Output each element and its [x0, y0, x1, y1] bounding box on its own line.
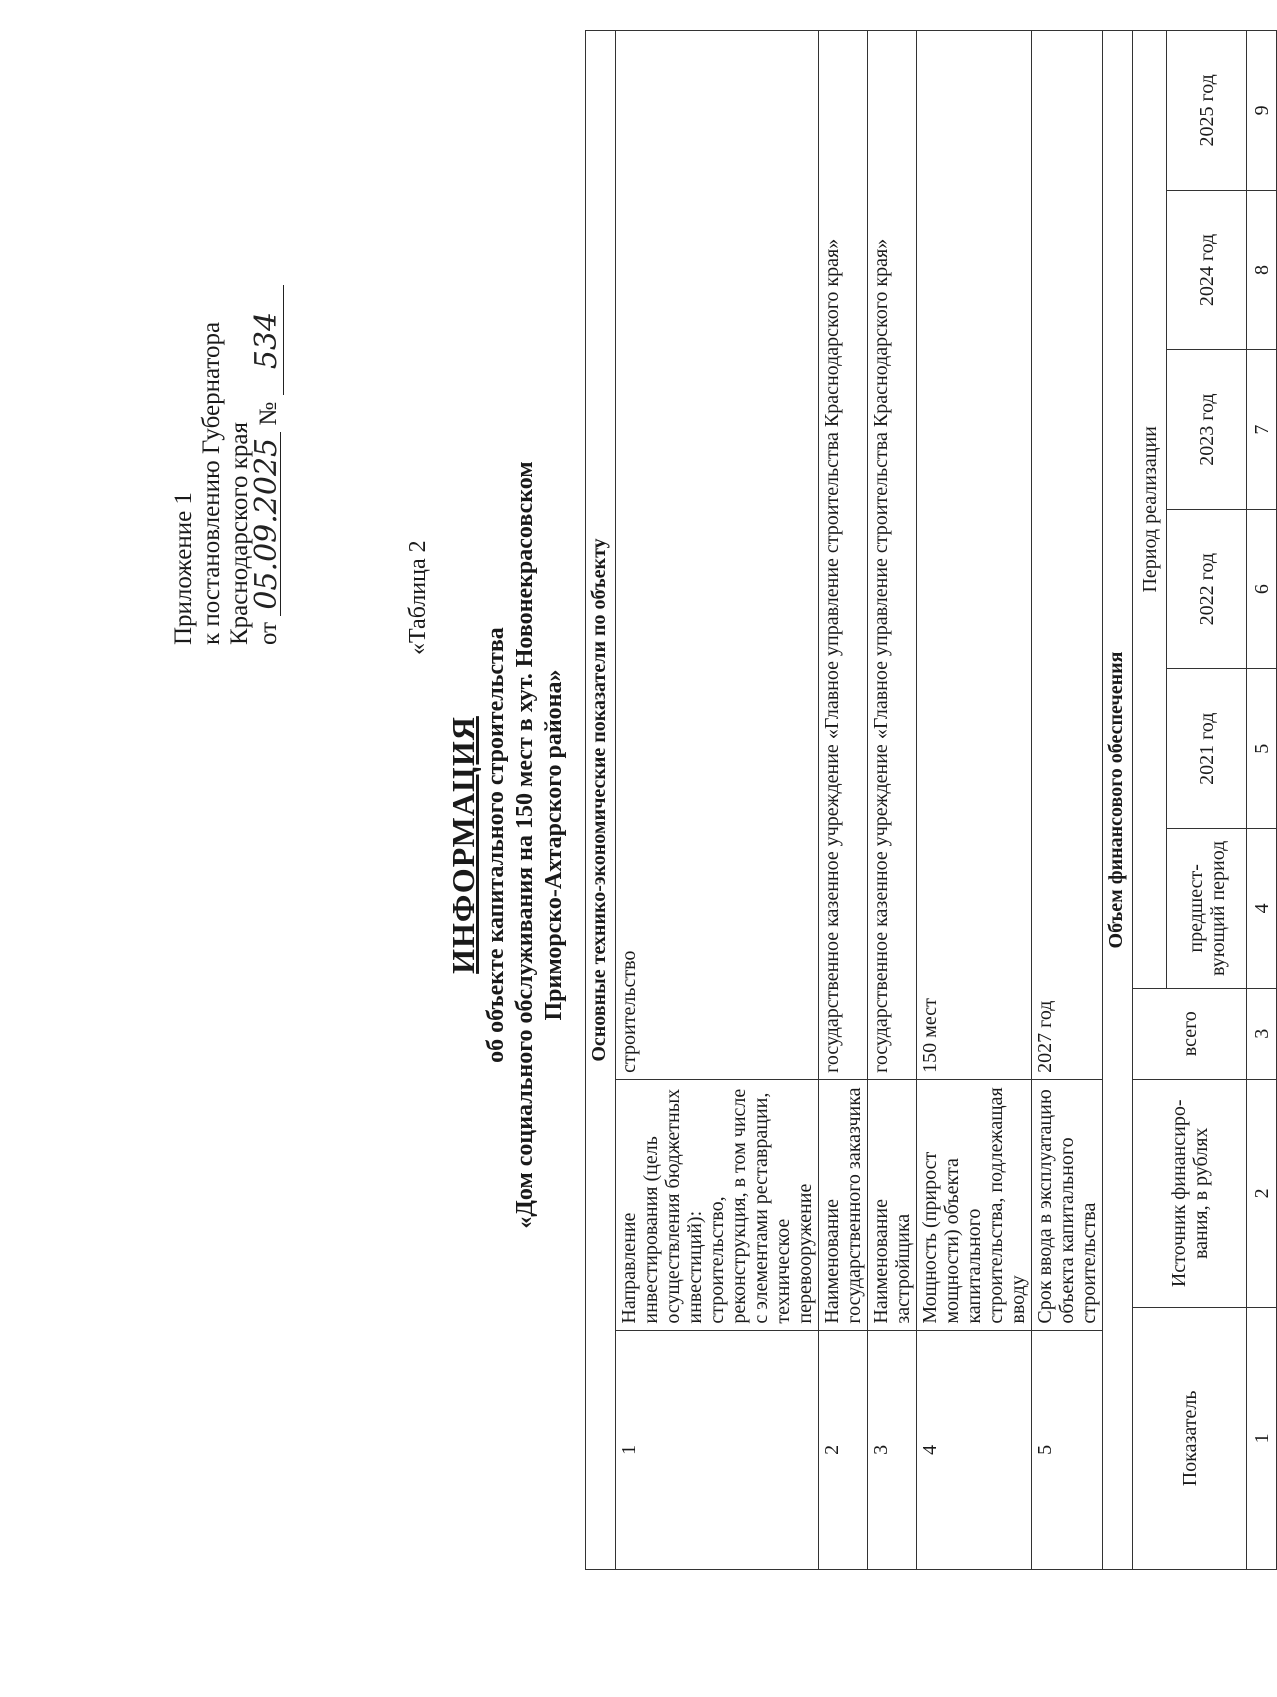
header-source: Источник финансиро-вания, в рублях [1133, 1079, 1247, 1307]
table-label: «Таблица 2 [405, 540, 431, 655]
appendix-line-1: Приложение 1 [170, 492, 197, 645]
title-line-3: «Дом социального обслуживания на 150 мест в хут. Новонекрасовском [512, 461, 538, 1229]
table-row [819, 31, 868, 1570]
header-total: всего [1133, 988, 1247, 1079]
handwritten-date: 05.09.2025 [254, 432, 281, 616]
row-value: государственное казенное учреждение «Главное управление строительства Краснодарского края» [819, 31, 868, 1080]
table-row [616, 31, 819, 1570]
column-number: 3 [1247, 988, 1277, 1079]
header-year: 2021 год [1167, 669, 1247, 829]
column-number: 1 [1247, 1307, 1277, 1569]
header-year: 2023 год [1167, 350, 1247, 510]
header-year: 2025 год [1167, 31, 1247, 191]
info-table [585, 30, 1277, 1570]
rotated-sheet [30, 35, 1273, 1655]
row-label: Мощность (прирост мощности) объекта капитального строительства, подлежащая вводу [917, 1079, 1032, 1330]
appendix-date-line [249, 286, 284, 646]
row-value: 2027 год [1032, 31, 1103, 1080]
header-period: Период реализации [1133, 31, 1167, 989]
row-label: Наименование застройщика [868, 1079, 917, 1330]
row-number: 2 [819, 1330, 868, 1569]
column-number: 2 [1247, 1079, 1277, 1307]
section-title-tech: Основные технико-экономические показатели по объекту [586, 31, 616, 1570]
table-row [868, 31, 917, 1570]
column-number: 7 [1247, 350, 1277, 510]
column-number: 8 [1247, 190, 1277, 350]
header-indicator: Показатель [1133, 1307, 1247, 1569]
row-number: 3 [868, 1330, 917, 1569]
appendix-line-3: Краснодарского края [226, 422, 253, 645]
document-title [445, 35, 569, 1655]
section-title-finance: Объем финансового обеспечения [1103, 31, 1133, 1570]
row-label: Срок ввода в эксплуатацию объекта капитального строительства [1032, 1079, 1103, 1330]
row-number: 4 [917, 1330, 1032, 1569]
number-label: № [255, 401, 282, 426]
row-value: строительство [616, 31, 819, 1080]
column-number: 5 [1247, 669, 1277, 829]
row-label: Направление инвестирования (цель осуществления бюджетных инвестиций): строительство, реконструкция, в том числе с элементами реставрации, техническое перевооружение [616, 1079, 819, 1330]
from-label: от [255, 621, 282, 645]
title-line-2: об объекте капитального строительства [483, 627, 509, 1063]
table-row [1032, 31, 1103, 1570]
title-main: ИНФОРМАЦИЯ [445, 716, 481, 974]
row-number: 1 [616, 1330, 819, 1569]
table-row [917, 31, 1032, 1570]
appendix-line-2: к постановлению Губернатора [198, 321, 225, 645]
handwritten-number: 534 [249, 311, 284, 370]
header-year: 2024 год [1167, 190, 1247, 350]
header-prior-period: предшест-вующий период [1167, 829, 1247, 989]
header-year: 2022 год [1167, 509, 1247, 669]
appendix-block [170, 286, 284, 646]
column-number-row [1247, 31, 1277, 1570]
column-number: 4 [1247, 829, 1277, 989]
row-label: Наименование государственного заказчика [819, 1079, 868, 1330]
row-value: государственное казенное учреждение «Главное управление строительства Краснодарского края» [868, 31, 917, 1080]
row-value: 150 мест [917, 31, 1032, 1080]
title-line-4: Приморско-Ахтарского района» [541, 669, 567, 1021]
row-number: 5 [1032, 1330, 1103, 1569]
column-number: 6 [1247, 509, 1277, 669]
column-number: 9 [1247, 31, 1277, 191]
